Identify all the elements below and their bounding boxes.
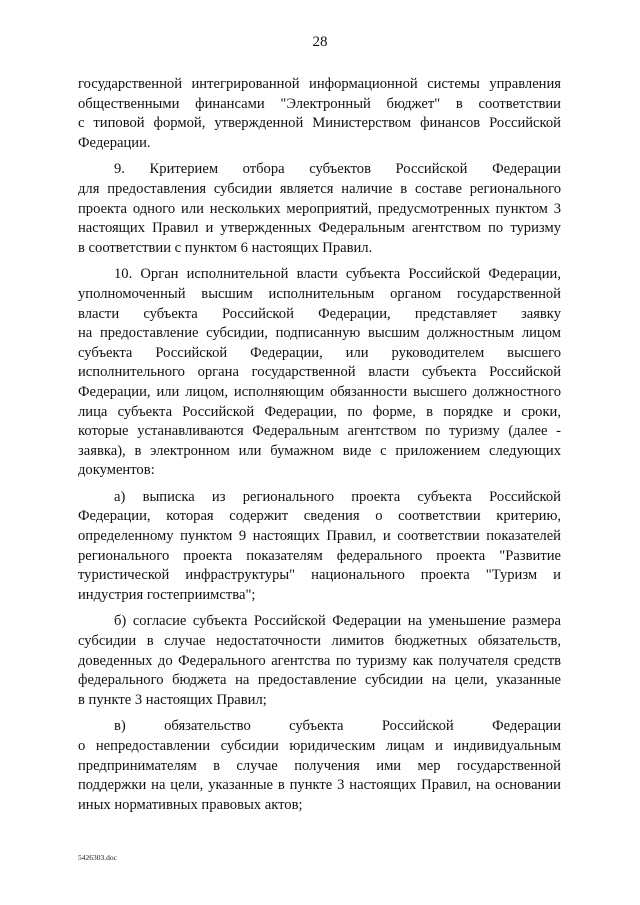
text-line: исполнительного органа государственной власти субъекта Российской [78, 364, 561, 381]
text-line: предпринимателям в случае получения ими мер государственной [78, 757, 561, 774]
text-line: проекта одного или нескольких мероприятий, предусмотренных пунктом 3 [78, 200, 561, 217]
paragraph [78, 488, 561, 606]
text-line: власти субъекта Российской Федерации, представляет заявку [78, 305, 561, 322]
text-line: уполномоченный высшим исполнительным органом государственной [78, 285, 561, 302]
text-line: для предоставления субсидии является наличие в составе регионального [78, 180, 561, 197]
text-line: туристической инфраструктуры" национального проекта "Туризм и [78, 567, 561, 584]
text-line: доведенных до Федерального агентства по туризму как получателя средств [78, 652, 561, 669]
text-line: 10. Орган исполнительной власти субъекта Российской Федерации, [114, 266, 561, 283]
text-line: регионального проекта показателям федерального проекта "Развитие [78, 547, 561, 564]
text-line: федерального бюджета на предоставление субсидии на цели, указанные [78, 672, 561, 689]
text-line: о непредоставлении субсидии юридическим лицам и индивидуальным [78, 738, 561, 754]
text-line: 9. Критерием отбора субъектов Российской Федерации [114, 161, 561, 178]
text-line: Федерации, которая содержит сведения о соответствии критерию, [78, 508, 561, 525]
text-line: субсидии в случае недостаточности лимитов бюджетных обязательств, [78, 633, 561, 650]
text-line: общественными финансами "Электронный бюджет" в соответствии [78, 95, 561, 112]
paragraph [78, 75, 561, 153]
text-line: заявка), в электронном или бумажном виде с приложением следующих [78, 442, 561, 459]
paragraph [78, 160, 561, 258]
text-line: лица субъекта Российской Федерации, по форме, в порядке и сроки, [78, 403, 561, 420]
footer-filename: 5426303.doc [78, 853, 117, 862]
text-line: б) согласие субъекта Российской Федерации на уменьшение размера [114, 613, 561, 630]
text-line: определенному пунктом 9 настоящих Правил, и соответствии показателей [78, 528, 561, 545]
text-line: в соответствии с пунктом 6 настоящих Правил. [78, 239, 373, 256]
text-line: поддержки на цели, указанные в пункте 3 настоящих Правил, на основании [78, 777, 561, 794]
paragraph [78, 265, 561, 481]
text-line: документов: [78, 462, 155, 479]
text-line: в) обязательство субъекта Российской Федерации [114, 718, 561, 735]
text-line: с типовой формой, утвержденной Министерством финансов Российской [78, 115, 561, 132]
text-line: в пункте 3 настоящих Правил; [78, 691, 267, 708]
paragraph [78, 612, 561, 710]
text-line: а) выписка из регионального проекта субъекта Российской [114, 488, 561, 505]
page-number: 28 [312, 34, 328, 50]
text-line: индустрия гостеприимства"; [78, 586, 256, 603]
text-line: Федерации. [78, 134, 151, 151]
text-line: субъекта Российской Федерации, или руководителем высшего [78, 344, 561, 361]
text-line: которые устанавливаются Федеральным агентством по туризму (далее - [78, 423, 561, 440]
paragraph [78, 717, 561, 815]
text-line: Федерации, или лицом, исполняющим обязанности высшего должностного [78, 383, 561, 400]
document-body [78, 75, 561, 815]
text-line: на предоставление субсидии, подписанную высшим должностным лицом [78, 325, 561, 342]
text-line: государственной интегрированной информационной системы управления [78, 76, 561, 92]
text-line: настоящих Правил и утвержденных Федеральным агентством по туризму [78, 220, 561, 237]
text-line: иных нормативных правовых актов; [78, 796, 303, 813]
